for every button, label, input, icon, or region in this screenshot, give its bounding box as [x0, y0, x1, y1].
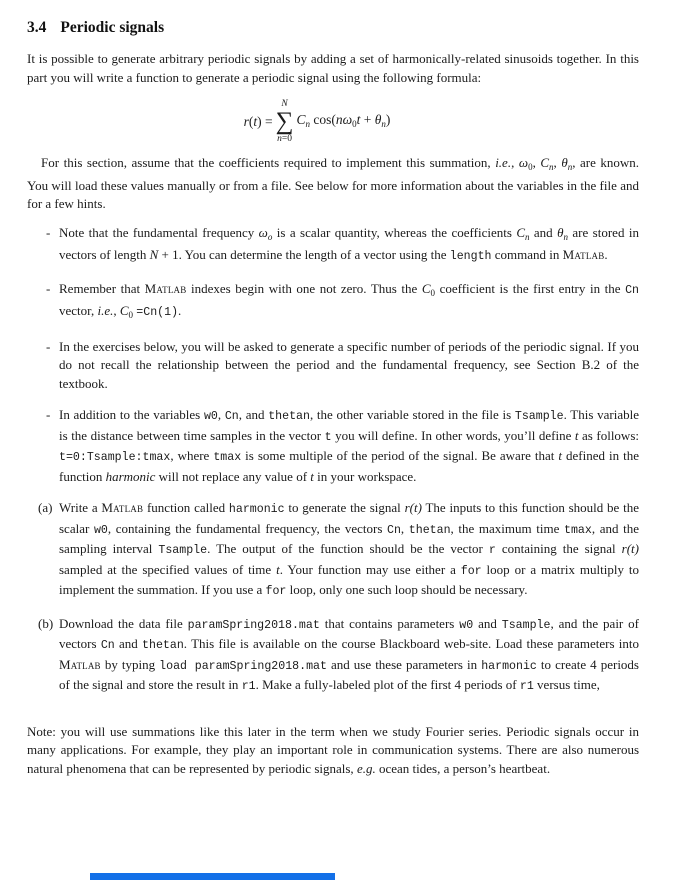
bottom-blue-bar [90, 873, 335, 880]
formula-lhs: r(t) = [243, 113, 273, 129]
hint-text: Remember that Matlab indexes begin with one not zero. Thus the $C_0$ coefficient is the first entry in the Cn vector, i.e., $C_0 =Cn(1)$. [59, 280, 639, 320]
bullet-marker: - [46, 280, 51, 296]
formula-display [11, 99, 623, 145]
section-heading [27, 18, 639, 37]
hint-item [27, 280, 639, 325]
hint-text: In the exercises below, you will be asked to generate a specific number of periods of the periodic signal. If you do not recall the relationship between the period and the fundamental frequency, see Section B.2 of the textbook. [59, 338, 639, 391]
intro-paragraph: It is possible to generate arbitrary periodic signals by adding a set of harmonically-related sinusoids together. In this part you will write a function to generate a periodic signal using the following formula: [27, 51, 639, 85]
formula-rhs: $C_n$ $\cos(n\omega_0t + \theta_n)$ [296, 111, 391, 129]
hint-text: In addition to the variables w0, Cn, and thetan, the other variable stored in the file is Tsample. This variable is the distance between time samples in the vector t you will define. In other words, you’ll define t as follows: t=0:Tsample:tmax, where tmax is some multiple of the period of the signal. Be aware that t defined in the function harmonic will not replace any value of t in your workspace. [59, 407, 639, 484]
hints-list [27, 224, 639, 487]
exercise-list [27, 499, 639, 697]
summation-block [276, 99, 294, 145]
summation-upper-limit: N [281, 99, 288, 109]
bullet-marker: - [46, 224, 51, 240]
hint-item [27, 224, 639, 267]
section-title: Periodic signals [60, 19, 165, 36]
hint-text: Note that the fundamental frequency $\omega_o$ is a scalar quantity, whereas the coefficients $C_n$ and $\theta_n$ are stored in vectors of length N + 1. You can determine the length of a vector using the length command in Matlab. [59, 224, 639, 263]
exercise-item-b [27, 615, 639, 697]
summation-lower-limit: n=0 [277, 134, 292, 144]
exercise-marker: (a) [38, 500, 53, 515]
hint-item [27, 338, 639, 394]
section-number: 3.4 [27, 19, 47, 36]
exercise-text: Download the data file paramSpring2018.mat that contains parameters w0 and Tsample, and the pair of vectors Cn and thetan. This file is available on the course Blackboard web-site. Load these parameters into Matlab by typing load paramSpring2018.mat and use these parameters in harmonic to create 4 periods of the signal and store the result in r1. Make a fully-labeled plot of the first 4 periods of r1 versus time, [59, 615, 639, 693]
summation-sigma: ∑ [275, 108, 294, 135]
exercise-marker: (b) [38, 615, 54, 631]
exercise-item-a [27, 499, 639, 602]
bullet-marker: - [46, 407, 51, 422]
exercise-text: Write a Matlab function called harmonic to generate the signal r(t) The inputs to this function should be the scalar w0, containing the fundamental frequency, the vectors Cn, thetan, the maximum time tmax, and the sampling interval Tsample. The output of the function should be the vector r containing the signal r(t) sampled at the specified values of time t. Your function may use either a for loop or a matrix multiply to implement the summation. If you use a for loop, only one such loop should be necessary. [59, 500, 639, 598]
note-paragraph: Note: you will use summations like this later in the term when we study Fourier series. Periodic signals occur in many applications. For example, they play an important role in communication systems. There are also numerous natural phenomena that can be represented by periodic signals, e.g. ocean tides, a person’s heartbeat. [27, 723, 639, 776]
bullet-marker: - [46, 338, 51, 354]
coefficients-paragraph: For this section, assume that the coefficients required to implement this summation, i.e., $\omega_0$, $C_n$, $\theta_n$, are known. You will load these values manually or from a file. See below for more information about the variables in the file and for a few hints. [27, 155, 640, 211]
hint-item [27, 406, 639, 486]
